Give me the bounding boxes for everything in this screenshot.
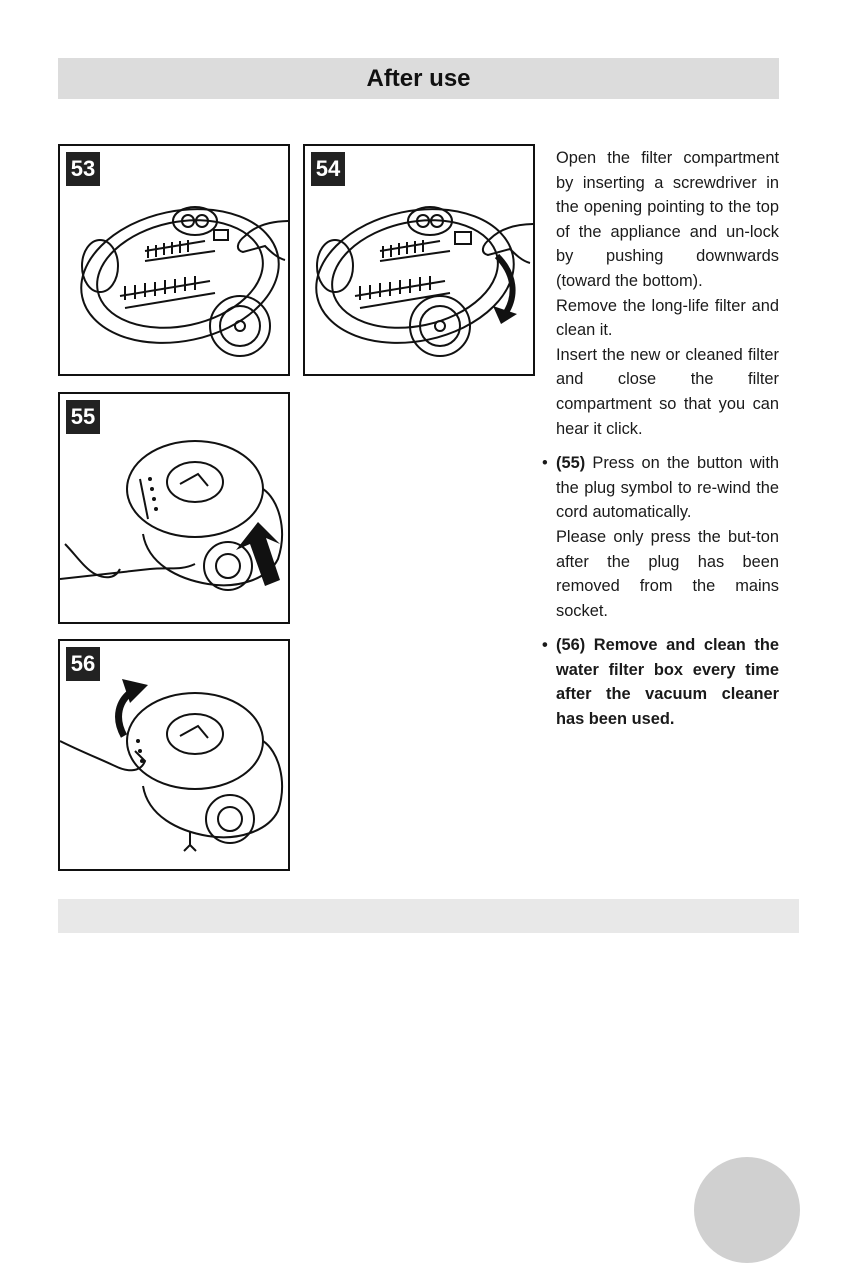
instruction-text bbox=[542, 146, 779, 732]
bullet-56 bbox=[542, 633, 779, 731]
step-insert-filter: Insert the new or cleaned filter and close the filter compartment so that you can hear it click. bbox=[556, 345, 779, 438]
figure-55 bbox=[58, 392, 290, 624]
figure-number: 56 bbox=[66, 647, 100, 681]
step-remove-filter: Remove the long-life filter and clean it. bbox=[556, 296, 779, 340]
water-box-text: Remove and clean the water filter box every time after the vacuum cleaner has been used. bbox=[556, 636, 779, 729]
bullet-icon: • bbox=[542, 636, 548, 655]
page-number-badge bbox=[694, 1157, 800, 1263]
figure-number: 54 bbox=[311, 152, 345, 186]
section-header bbox=[58, 58, 779, 99]
figure-56 bbox=[58, 639, 290, 871]
step-open-filter: Open the filter compartment by inserting a screwdriver in the opening pointing to the top of the appliance and un-lock by pushing downwards (toward the bottom). bbox=[556, 149, 779, 290]
figure-53 bbox=[58, 144, 290, 376]
figure-number: 53 bbox=[66, 152, 100, 186]
page-title: After use bbox=[366, 64, 471, 92]
figure-ref-56: (56) bbox=[556, 636, 586, 655]
bullet-icon: • bbox=[542, 454, 548, 473]
figure-ref-55: (55) bbox=[556, 454, 586, 473]
bullet-55 bbox=[542, 451, 779, 525]
cord-rewind-note: Please only press the but-ton after the plug has been removed from the mains socket. bbox=[556, 527, 779, 620]
figure-54 bbox=[303, 144, 535, 376]
cord-rewind-text: Press on the button with the plug symbol to re-wind the cord automatically. bbox=[556, 454, 779, 522]
section-divider-bar bbox=[58, 899, 799, 933]
figure-number: 55 bbox=[66, 400, 100, 434]
